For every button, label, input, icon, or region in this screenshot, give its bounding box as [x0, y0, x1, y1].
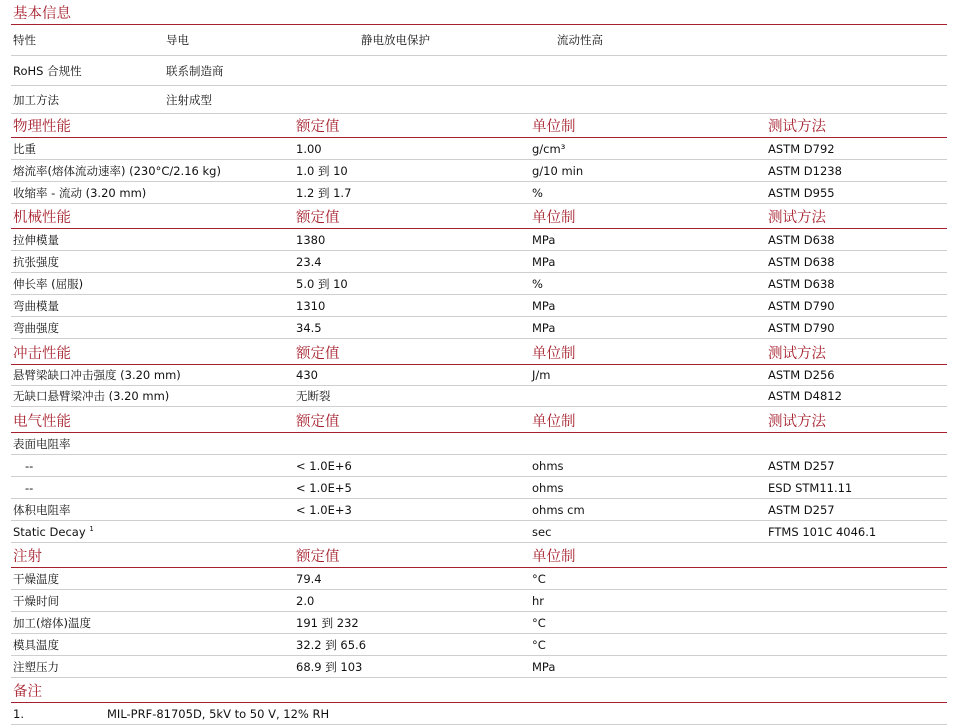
property-name: 弯曲强度: [13, 320, 59, 335]
property-row: [11, 160, 947, 182]
property-unit: ohms: [532, 480, 564, 495]
section-header-injection: [11, 543, 947, 568]
property-value: 1380: [296, 232, 326, 247]
basic-value: 流动性高: [557, 33, 603, 47]
property-method: ASTM D257: [768, 458, 835, 473]
property-value: < 1.0E+6: [296, 458, 352, 473]
property-value: 1.00: [296, 141, 322, 156]
section-header-mechanical: [11, 204, 947, 229]
property-method: ASTM D638: [768, 276, 835, 291]
footnote-ref: 1: [89, 524, 94, 533]
section-title-electrical: 电气性能: [13, 414, 71, 430]
property-unit: MPa: [532, 659, 556, 674]
property-name: 表面电阻率: [13, 436, 71, 451]
property-name: 弯曲模量: [13, 298, 59, 313]
property-name: --: [25, 480, 34, 495]
property-unit: hr: [532, 593, 545, 608]
basic-label: 加工方法: [13, 92, 59, 107]
property-row: [11, 590, 947, 612]
property-unit: MPa: [532, 232, 556, 247]
property-row: [11, 317, 947, 339]
property-name-with-footnote: [13, 525, 94, 539]
property-method: ASTM D1238: [768, 163, 842, 178]
section-header-physical: [11, 114, 947, 138]
property-row: [11, 386, 947, 407]
column-header-value: 额定值: [296, 210, 340, 226]
property-value: 430: [296, 368, 318, 382]
datasheet: [11, 0, 947, 725]
column-header-method: 测试方法: [768, 346, 826, 362]
property-name: Static Decay: [13, 524, 86, 539]
property-row: [11, 477, 947, 499]
property-unit: °C: [532, 637, 546, 652]
property-method: ASTM D256: [768, 368, 835, 382]
property-row: [11, 499, 947, 521]
property-name: 加工(熔体)温度: [13, 615, 91, 630]
property-name: 注塑压力: [13, 659, 59, 674]
property-row: [11, 612, 947, 634]
property-method: ASTM D638: [768, 232, 835, 247]
property-name: 熔流率(熔体流动速率) (230°C/2.16 kg): [13, 163, 221, 178]
property-method: ESD STM11.11: [768, 480, 853, 495]
property-value: 1310: [296, 298, 326, 313]
basic-row: [11, 56, 947, 86]
section-header-electrical: [11, 407, 947, 433]
property-unit: °C: [532, 615, 546, 630]
property-name: 比重: [13, 141, 36, 156]
basic-row: [11, 25, 947, 56]
column-header-value: 额定值: [296, 346, 340, 362]
property-name: 模具温度: [13, 637, 59, 652]
section-title-notes: 备注: [13, 684, 42, 700]
property-unit: MPa: [532, 298, 556, 313]
property-unit: g/cm³: [532, 141, 566, 156]
column-header-method: 测试方法: [768, 414, 826, 430]
property-unit: sec: [532, 524, 552, 539]
property-name: 伸长率 (屈服): [13, 276, 84, 291]
property-name: 无缺口悬臂梁冲击 (3.20 mm): [13, 389, 170, 403]
property-method: ASTM D790: [768, 320, 835, 335]
note-number: 1.: [13, 706, 24, 721]
property-row: [11, 433, 947, 455]
property-method: ASTM D790: [768, 298, 835, 313]
column-header-unit: 单位制: [532, 346, 576, 362]
property-value: 2.0: [296, 593, 315, 608]
property-value: 79.4: [296, 571, 322, 586]
property-row: [11, 182, 947, 204]
property-value: < 1.0E+5: [296, 480, 352, 495]
property-row: [11, 656, 947, 678]
section-title-physical: 物理性能: [13, 119, 71, 135]
property-row: [11, 521, 947, 543]
property-name: 悬臂梁缺口冲击强度 (3.20 mm): [13, 368, 181, 382]
basic-value: 导电: [166, 33, 189, 47]
basic-value: 静电放电保护: [361, 33, 430, 47]
property-name: --: [25, 458, 34, 473]
property-method: ASTM D257: [768, 502, 835, 517]
basic-value: 注射成型: [166, 92, 212, 107]
property-value: 5.0 到 10: [296, 276, 348, 291]
property-method: ASTM D955: [768, 185, 835, 200]
property-row: [11, 365, 947, 386]
property-name: 抗张强度: [13, 254, 59, 269]
property-unit: %: [532, 185, 543, 200]
property-row: [11, 138, 947, 160]
basic-label: 特性: [13, 33, 36, 47]
note-text: MIL-PRF-81705D, 5kV to 50 V, 12% RH: [107, 706, 330, 721]
property-value: 191 到 232: [296, 615, 359, 630]
column-header-value: 额定值: [296, 119, 340, 135]
column-header-unit: 单位制: [532, 549, 576, 565]
note-row: [11, 703, 947, 725]
property-unit: ohms cm: [532, 502, 585, 517]
section-title-basic: 基本信息: [13, 6, 71, 22]
property-name: 干燥温度: [13, 571, 59, 586]
property-method: ASTM D4812: [768, 389, 842, 403]
property-value: 32.2 到 65.6: [296, 637, 367, 652]
property-method: ASTM D638: [768, 254, 835, 269]
property-row: [11, 634, 947, 656]
column-header-unit: 单位制: [532, 414, 576, 430]
property-value: 1.0 到 10: [296, 163, 348, 178]
property-value: 1.2 到 1.7: [296, 185, 352, 200]
property-value: 无断裂: [296, 389, 331, 403]
property-value: < 1.0E+3: [296, 502, 352, 517]
property-row: [11, 455, 947, 477]
property-name: 体积电阻率: [13, 502, 71, 517]
property-row: [11, 251, 947, 273]
column-header-method: 测试方法: [768, 119, 826, 135]
column-header-unit: 单位制: [532, 119, 576, 135]
property-method: ASTM D792: [768, 141, 835, 156]
property-unit: ohms: [532, 458, 564, 473]
section-header-basic: [11, 0, 947, 25]
section-title-injection: 注射: [13, 549, 42, 565]
section-title-mechanical: 机械性能: [13, 210, 71, 226]
property-name: 干燥时间: [13, 593, 59, 608]
column-header-value: 额定值: [296, 414, 340, 430]
column-header-method: 测试方法: [768, 210, 826, 226]
property-name: 收缩率 - 流动 (3.20 mm): [13, 185, 147, 200]
section-header-notes: [11, 678, 947, 703]
property-value: 34.5: [296, 320, 322, 335]
basic-label: RoHS 合规性: [13, 63, 82, 78]
property-unit: °C: [532, 571, 546, 586]
property-unit: g/10 min: [532, 163, 584, 178]
property-value: 23.4: [296, 254, 322, 269]
property-row: [11, 229, 947, 251]
property-unit: MPa: [532, 320, 556, 335]
property-row: [11, 295, 947, 317]
section-title-impact: 冲击性能: [13, 346, 71, 362]
property-row: [11, 273, 947, 295]
property-unit: MPa: [532, 254, 556, 269]
basic-value: 联系制造商: [166, 63, 224, 78]
property-unit: J/m: [532, 368, 551, 382]
property-value: 68.9 到 103: [296, 659, 363, 674]
column-header-value: 额定值: [296, 549, 340, 565]
property-method: FTMS 101C 4046.1: [768, 524, 877, 539]
property-row: [11, 568, 947, 590]
property-name: 拉伸模量: [13, 232, 59, 247]
basic-row: [11, 86, 947, 114]
section-header-impact: [11, 339, 947, 365]
property-unit: %: [532, 276, 543, 291]
column-header-unit: 单位制: [532, 210, 576, 226]
